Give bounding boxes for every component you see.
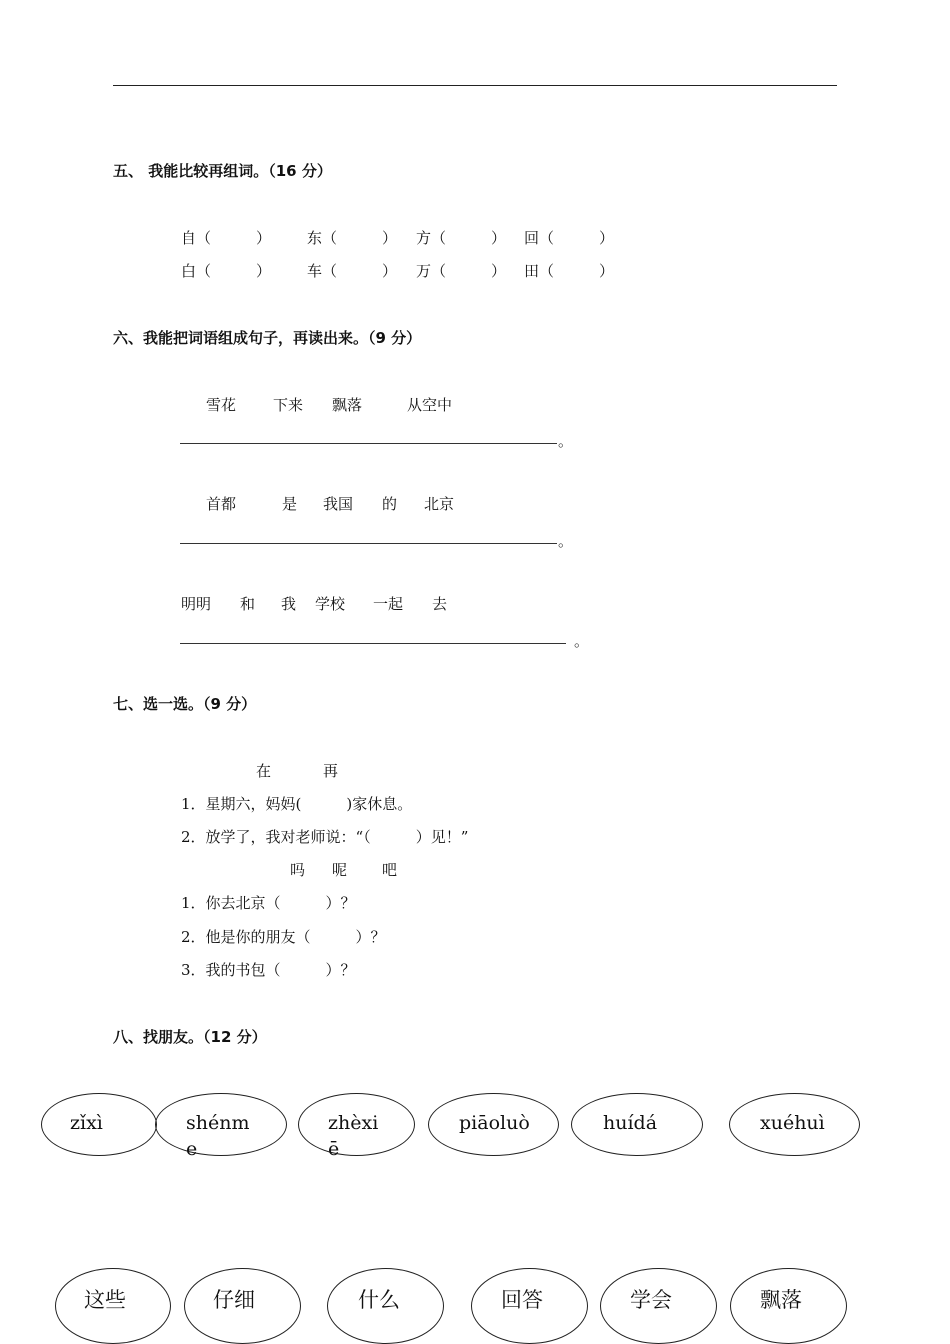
answer-line[interactable]: [180, 443, 557, 444]
word-chip: 飘落: [332, 396, 363, 414]
option-word: 吗: [290, 861, 306, 879]
pinyin-label: xuéhuì: [760, 1112, 825, 1134]
hanzi-label: 学会: [630, 1288, 672, 1312]
pinyin-oval[interactable]: [729, 1093, 860, 1156]
pinyin-oval[interactable]: [155, 1093, 287, 1160]
fill-blank-item: 1．你去北京（ ）？: [181, 894, 356, 912]
hanzi-label: 这些: [84, 1288, 126, 1312]
answer-line[interactable]: [180, 643, 566, 644]
sentence-period: 。: [558, 432, 574, 450]
hanzi-label: 飘落: [760, 1288, 802, 1312]
sentence-period: 。: [558, 532, 574, 550]
hanzi-oval[interactable]: [600, 1268, 717, 1344]
word-chip: 我国: [323, 495, 354, 513]
sentence-period: 。: [574, 632, 590, 650]
word-chip: 从空中: [407, 396, 453, 414]
word-chip: 雪花: [206, 396, 237, 414]
option-word: 呢: [332, 861, 348, 879]
word-pair-blank: 万（ ）: [416, 262, 507, 280]
word-pair-blank: 回（ ）: [524, 229, 615, 247]
hanzi-oval[interactable]: [730, 1268, 847, 1344]
hanzi-label: 什么: [358, 1288, 400, 1312]
fill-blank-item: 2．放学了，我对老师说：“（ ）见！”: [181, 828, 469, 846]
word-pair-blank: 白（ ）: [181, 262, 272, 280]
pinyin-label: piāoluò: [459, 1112, 530, 1134]
word-chip: 下来: [273, 396, 304, 414]
hanzi-label: 仔细: [213, 1288, 255, 1312]
hanzi-label: 回答: [501, 1288, 543, 1312]
hanzi-oval[interactable]: [55, 1268, 171, 1344]
word-chip: 首都: [206, 495, 237, 513]
pinyin-oval[interactable]: [298, 1093, 415, 1160]
word-pair-blank: 东（ ）: [307, 229, 398, 247]
section-7-title: 七、选一选。（9 分）: [113, 695, 257, 713]
section-8-title: 八、找朋友。（12 分）: [113, 1028, 267, 1046]
word-pair-blank: 方（ ）: [416, 229, 507, 247]
word-chip: 的: [382, 495, 398, 513]
word-pair-blank: 自（ ）: [181, 229, 272, 247]
fill-blank-item: 1．星期六，妈妈( )家休息。: [181, 795, 413, 813]
word-chip: 学校: [315, 595, 346, 613]
word-chip: 明明: [181, 595, 212, 613]
pinyin-oval[interactable]: [428, 1093, 559, 1156]
word-chip: 和: [240, 595, 256, 613]
pinyin-label: shénme: [186, 1112, 250, 1160]
pinyin-oval[interactable]: [41, 1093, 157, 1156]
hanzi-oval[interactable]: [184, 1268, 301, 1344]
word-pair-blank: 田（ ）: [524, 262, 615, 280]
word-chip: 是: [282, 495, 298, 513]
header-rule: [113, 85, 837, 86]
pinyin-oval[interactable]: [571, 1093, 703, 1156]
section-6-title: 六、我能把词语组成句子，再读出来。（9 分）: [113, 329, 422, 347]
word-chip: 北京: [424, 495, 455, 513]
word-chip: 一起: [373, 595, 404, 613]
pinyin-label: huídá: [603, 1112, 658, 1134]
pinyin-label: zǐxì: [70, 1112, 103, 1134]
option-word: 吧: [382, 861, 398, 879]
answer-line[interactable]: [180, 543, 557, 544]
word-chip: 去: [432, 595, 448, 613]
hanzi-oval[interactable]: [471, 1268, 588, 1344]
word-pair-blank: 车（ ）: [307, 262, 398, 280]
option-word: 在: [256, 762, 272, 780]
pinyin-label: zhèxiē: [328, 1112, 379, 1160]
fill-blank-item: 3．我的书包（ ）？: [181, 961, 356, 979]
hanzi-oval[interactable]: [327, 1268, 444, 1344]
option-word: 再: [323, 762, 339, 780]
fill-blank-item: 2．他是你的朋友（ ）？: [181, 928, 386, 946]
word-chip: 我: [281, 595, 297, 613]
section-5-title: 五、 我能比较再组词。（16 分）: [113, 162, 332, 180]
